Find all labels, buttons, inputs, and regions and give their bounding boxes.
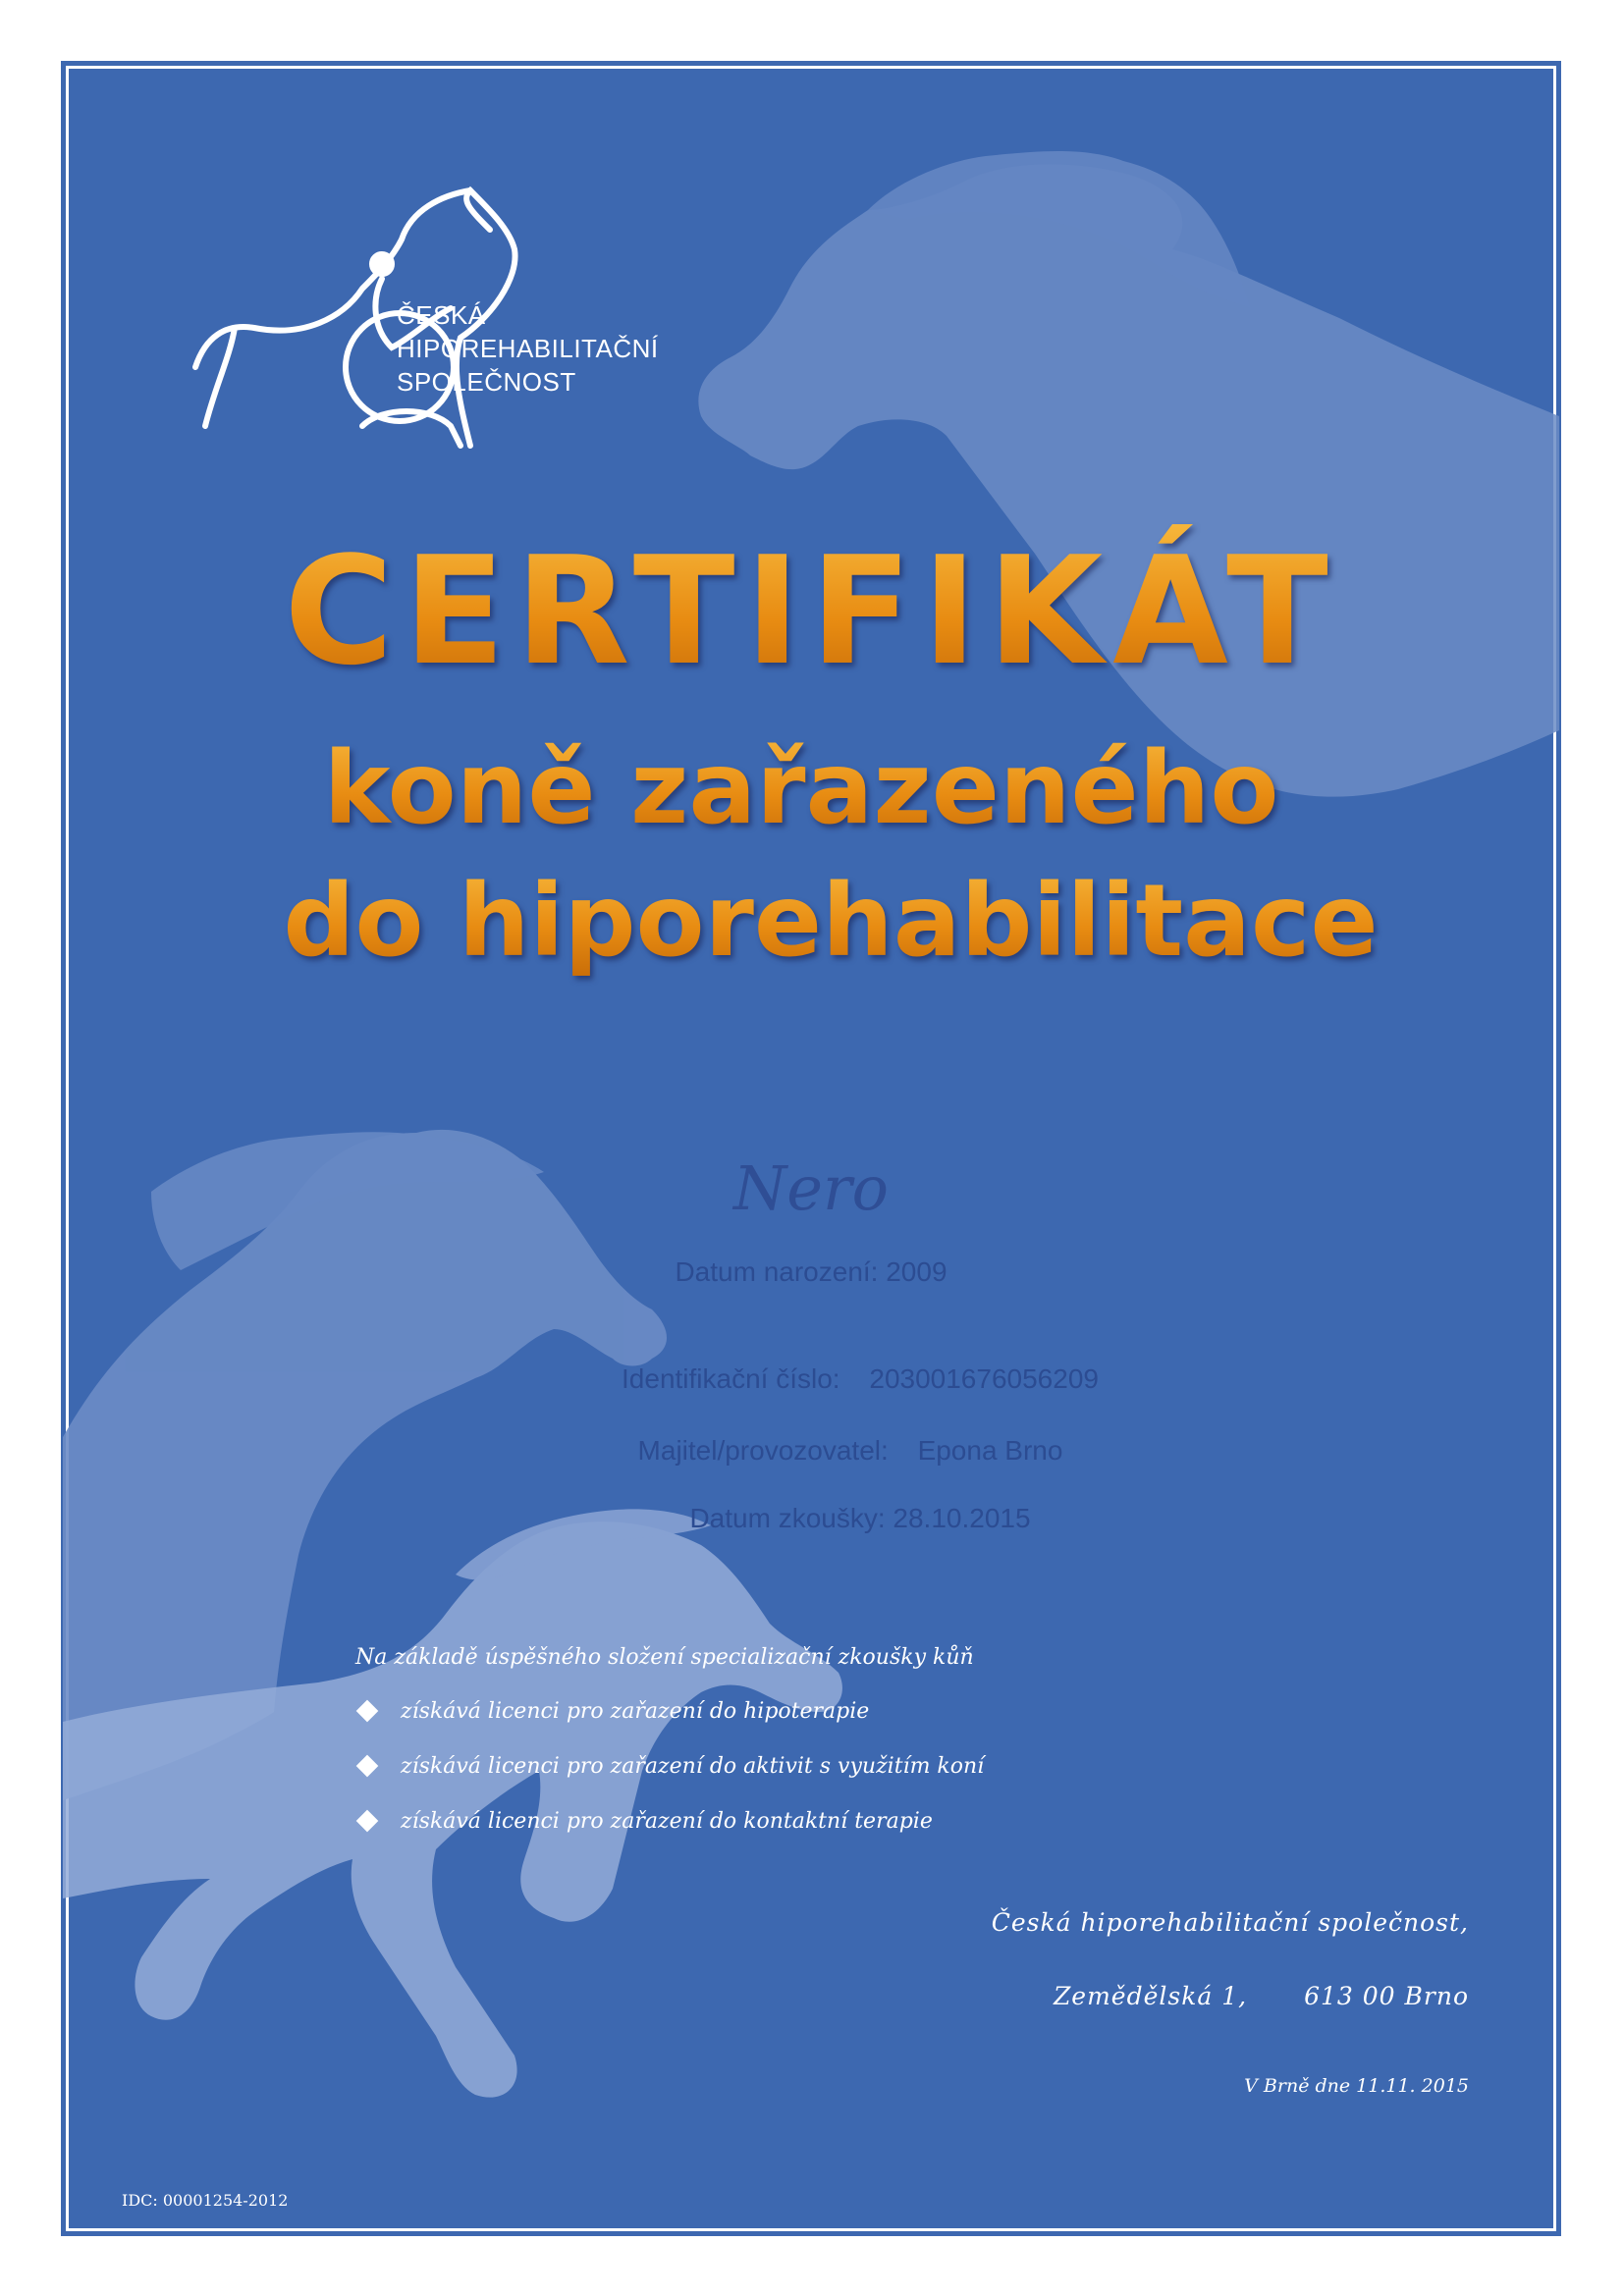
upper-horse-silhouette	[698, 151, 1559, 797]
diamond-bullet-icon	[356, 1700, 379, 1723]
birth-date-value: 2009	[886, 1256, 947, 1287]
organization-street: Zemědělská 1,	[1053, 1982, 1248, 2010]
list-item	[355, 1807, 984, 1862]
birth-date-row	[63, 1256, 1559, 1288]
owner-label: Majitel/provozovatel:	[637, 1435, 889, 1466]
exam-basis-text: Na základě úspěšného složení specializační zkoušky kůň	[355, 1645, 974, 1670]
owner-value: Epona Brno	[917, 1435, 1063, 1466]
society-logo-text	[397, 298, 659, 399]
licence-text: získává licenci pro zařazení do hipoterapie	[401, 1699, 870, 1724]
identification-row	[112, 1363, 1559, 1395]
issue-date: V Brně dne 11.11. 2015	[1244, 2075, 1469, 2097]
owner-row	[102, 1435, 1559, 1467]
identification-value: 203001676056209	[869, 1363, 1099, 1394]
certificate-page	[63, 63, 1559, 2234]
exam-date-label: Datum zkoušky:	[689, 1503, 886, 1533]
document-id: IDC: 00001254-2012	[122, 2191, 289, 2210]
organization-city: 613 00 Brno	[1304, 1982, 1469, 2010]
list-item	[355, 1697, 984, 1752]
exam-date-row	[112, 1503, 1559, 1534]
logo-text-line: ČESKÁ	[397, 300, 486, 330]
horse-name: Nero	[733, 1152, 889, 1224]
diamond-bullet-icon	[356, 1810, 379, 1833]
logo-text-line: SPOLEČNOST	[397, 367, 576, 397]
list-item	[355, 1752, 984, 1807]
certificate-title: CERTIFIKÁT	[63, 524, 1559, 698]
diamond-bullet-icon	[356, 1755, 379, 1778]
birth-date-label: Datum narození:	[675, 1256, 879, 1287]
certificate-subtitle-line2: do hiporehabilitace	[82, 863, 1559, 980]
licence-text: získává licenci pro zařazení do kontaktní terapie	[401, 1809, 933, 1834]
certificate-subtitle-line1: koně zařazeného	[63, 730, 1549, 847]
exam-date-value: 28.10.2015	[893, 1503, 1031, 1533]
organization-address	[1054, 1982, 1469, 2010]
logo-text-line: HIPOREHABILITAČNÍ	[397, 334, 659, 363]
identification-label: Identifikační číslo:	[622, 1363, 840, 1394]
licence-text: získává licenci pro zařazení do aktivit s využitím koní	[401, 1754, 985, 1779]
licence-list	[355, 1697, 984, 1862]
organization-name: Česká hiporehabilitační společnost,	[991, 1908, 1469, 1937]
